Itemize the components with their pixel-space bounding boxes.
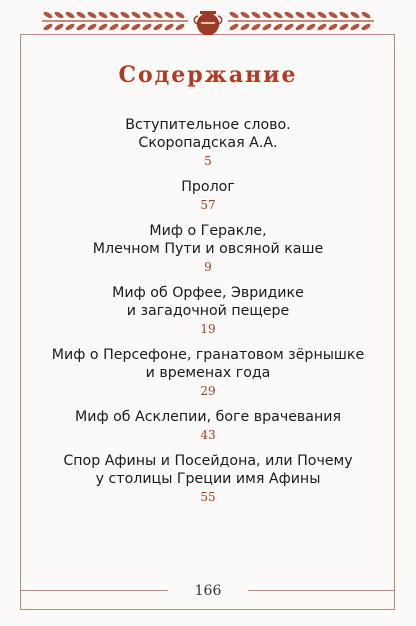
toc-entry-title-line: Миф об Асклепии, боге врачевания [74, 409, 342, 425]
toc-entry-title-line: Вступительное слово. [125, 117, 291, 133]
footer-rule-left [20, 590, 168, 591]
toc-entry [0, 346, 416, 399]
toc-entry [0, 178, 416, 213]
page-number: 166 [168, 580, 248, 602]
toc-entry [0, 284, 416, 337]
toc-entry-page-number: 19 [200, 322, 216, 336]
amphora-icon [194, 11, 222, 35]
toc-entry-title-line: и временах года [145, 365, 271, 381]
toc-entry-title-line: Миф о Персефоне, гранатовом зёрнышке [51, 347, 365, 363]
toc-entry-title-line: у столицы Греции имя Афины [95, 471, 321, 487]
toc-entry-page-number: 43 [200, 428, 216, 442]
toc-entry-title-line: Млечном Пути и овсяной каше [92, 241, 324, 257]
toc-entry-page-number: 57 [200, 198, 216, 212]
toc-entry-title-line: и загадочной пещере [126, 303, 290, 319]
toc-entry [0, 222, 416, 275]
toc-entry-title-line: Пролог [181, 179, 235, 195]
toc-entry-title-line: Миф об Орфее, Эвридике [112, 285, 304, 301]
footer-rule-right [248, 590, 395, 591]
table-of-contents [0, 116, 416, 514]
page-title: Содержание [118, 62, 298, 88]
toc-entry-page-number: 9 [204, 260, 212, 274]
laurel-branch-icon [228, 11, 374, 32]
toc-entry-page-number: 5 [204, 154, 212, 168]
toc-entry [0, 452, 416, 505]
laurel-branch-icon [42, 11, 188, 32]
laurel-ornament [28, 5, 388, 37]
toc-entry-page-number: 55 [200, 490, 216, 504]
toc-entry-title-line: Скоропадская А.А. [138, 135, 278, 151]
toc-entry-page-number: 29 [200, 384, 216, 398]
toc-entry-title-line: Миф о Геракле, [149, 223, 267, 239]
toc-entry [0, 116, 416, 169]
toc-entry [0, 408, 416, 443]
toc-entry-title-line: Спор Афины и Посейдона, или Почему [63, 453, 353, 469]
